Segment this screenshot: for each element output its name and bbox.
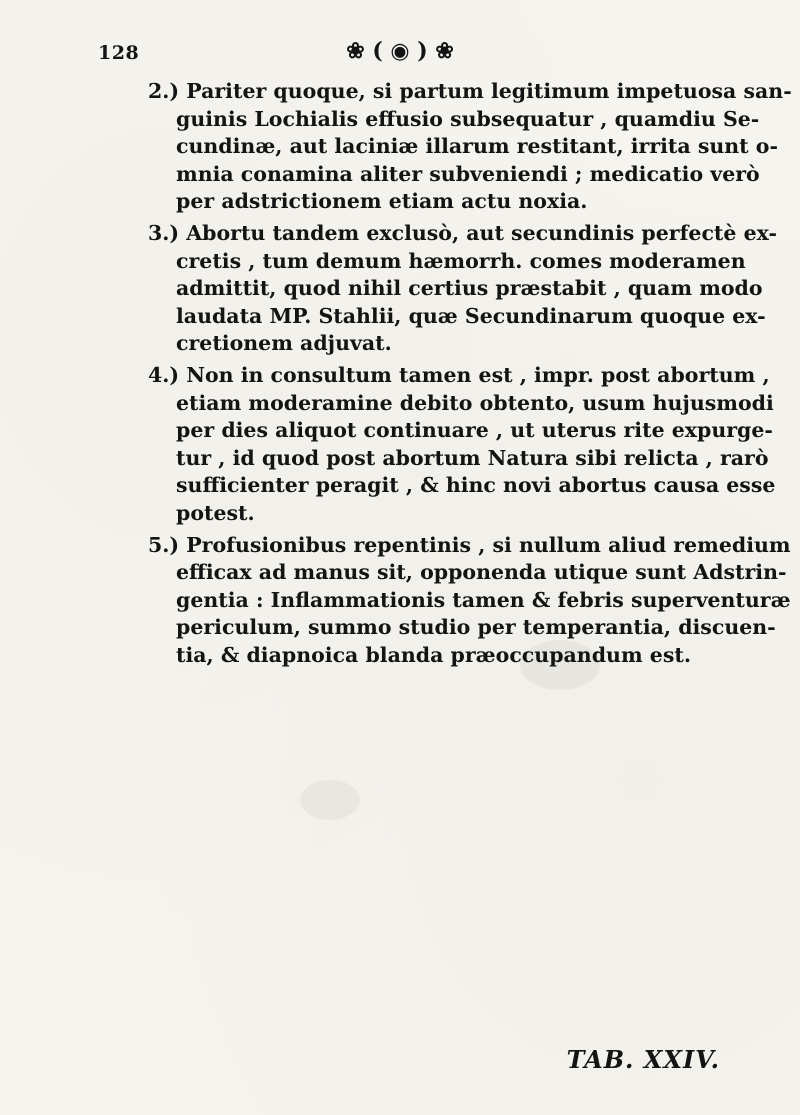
text-line: efficax ad manus sit, opponenda utique sunt Adstrin- [176,560,787,585]
page-number: 128 [98,42,140,64]
text-line: sufficienter peragit , & hinc novi abortus causa esse [176,473,776,498]
text-line: 4.) Non in consultum tamen est , impr. post abortum , [148,362,770,387]
text-line: 2.) Pariter quoque, si partum legitimum impetuosa san- [148,79,792,103]
plate-reference: TAB. XXIV. [566,1045,720,1074]
main-text [148,78,792,673]
text-line: cundinæ, aut laciniæ illarum restitant, irrita sunt o- [176,134,778,159]
text-line: gentia : Inflammationis tamen & febris superventuræ [176,587,791,612]
paragraph-2 [148,78,792,216]
text-line: tur , id quod post abortum Natura sibi relicta , rarò [176,445,769,470]
paragraph-5 [148,532,791,670]
header-ornament [0,38,800,64]
text-line: cretionem adjuvat. [176,331,392,356]
text-line: cretis , tum demum hæmorrh. comes moderamen [176,248,746,273]
text-line: per dies aliquot continuare , ut uterus rite expurge- [176,418,773,443]
text-line: mnia conamina aliter subveniendi ; medicatio verò [176,161,760,186]
paper-stain [300,780,360,820]
text-line: laudata MP. Stahlii, quæ Secundinarum quoque ex- [176,303,766,328]
ornament-glyphs: ❀ ( ◉ ) ❀ [346,38,454,64]
text-line: etiam moderamine debito obtento, usum hujusmodi [176,390,774,415]
text-line: per adstrictionem etiam actu noxia. [176,189,588,214]
text-line: tia, & diapnoica blanda præoccupandum est. [176,642,691,667]
text-line: guinis Lochialis effusio subsequatur , quamdiu Se- [176,106,760,131]
text-line: 5.) Profusionibus repentinis , si nullum aliud remedium [148,532,791,557]
text-line: admittit, quod nihil certius præstabit , quam modo [176,276,763,301]
text-line: 3.) Abortu tandem exclusò, aut secundinis perfectè ex- [148,220,777,245]
paragraph-4 [148,362,788,528]
paragraph-3 [148,220,788,358]
text-line: periculum, summo studio per temperantia, discuen- [176,615,776,640]
text-line: potest. [176,500,255,525]
running-head [0,36,800,70]
